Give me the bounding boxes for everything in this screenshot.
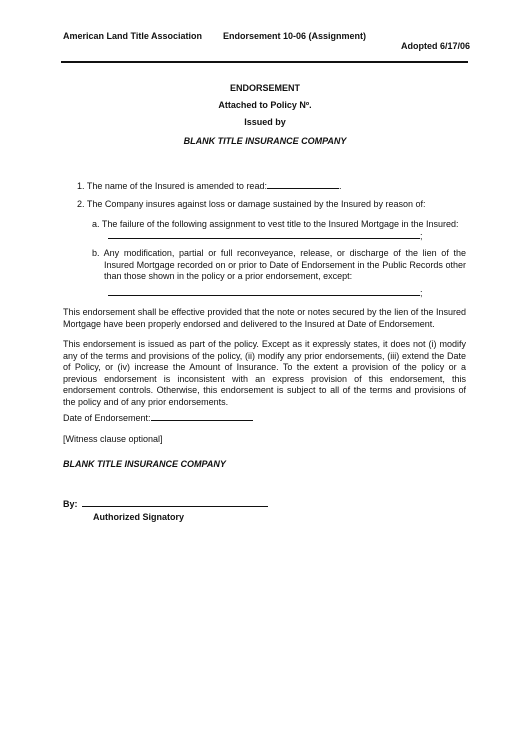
assignment-blank[interactable] <box>108 230 420 239</box>
policy-terms-paragraph: This endorsement is issued as part of the policy. Except as it expressly states, it does not (i) modify any of the terms and provisions of the policy, (ii) modify any prior endorsements, (iii) extend the Date of Policy, or (iv) increase the Amount of Insurance. To the extent a provision of the policy or a previous endorsement is inconsistent with an express provision of this endorsement, this endorsement controls. Otherwise, this endorsement is subject to all of the terms and provisions of the policy and of any prior endorsements. <box>63 339 466 407</box>
authorized-signatory: Authorized Signatory <box>93 512 185 522</box>
header-rule <box>61 61 468 63</box>
item-2b-text: b. Any modification, partial or full reconveyance, release, or discharge of the lien of the Insured Mortgage recorded on or prior to Date of Endorsement in the Public Records other than those shown in the policy or a prior endorsement, except: <box>92 248 466 281</box>
association-name: American Land Title Association <box>63 31 203 41</box>
item-1-end: . <box>338 181 342 191</box>
adopted-date: Adopted 6/17/06 <box>401 41 471 51</box>
company-name-title: BLANK TITLE INSURANCE COMPANY <box>183 136 347 146</box>
date-of-endorsement-label: Date of Endorsement: <box>63 413 151 423</box>
endorsement-heading: ENDORSEMENT <box>229 83 300 93</box>
issued-by: Issued by <box>244 117 286 127</box>
insured-name-blank[interactable] <box>267 180 339 189</box>
witness-clause: [Witness clause optional] <box>63 434 163 444</box>
company-name-footer: BLANK TITLE INSURANCE COMPANY <box>63 459 226 469</box>
signature-blank[interactable] <box>82 498 268 507</box>
signature-row <box>63 498 268 511</box>
item-2a: a. The failure of the following assignment to vest title to the Insured Mortgage in the Insured: <box>92 219 459 229</box>
item-2b-blank-row <box>108 287 423 300</box>
item-1-text: 1. The name of the Insured is amended to read: <box>77 181 267 191</box>
by-label: By: <box>63 499 78 509</box>
effective-paragraph: This endorsement shall be effective provided that the note or notes secured by the lien of the Insured Mortgage have been properly endorsed and delivered to the Insured at Date of Endorsement. <box>63 307 466 329</box>
date-of-endorsement-blank[interactable] <box>151 412 253 421</box>
item-2a-end: ; <box>420 231 423 241</box>
date-of-endorsement-row <box>63 412 253 425</box>
item-2b-end: ; <box>420 288 423 298</box>
attached-to-policy: Attached to Policy Nº. <box>218 100 312 110</box>
form-number: Endorsement 10-06 (Assignment) <box>223 31 367 41</box>
item-2a-blank-row <box>108 230 423 243</box>
item-2b <box>92 248 466 283</box>
item-2: 2. The Company insures against loss or damage sustained by the Insured by reason of: <box>77 199 426 209</box>
item-1 <box>77 180 341 193</box>
exceptions-blank[interactable] <box>108 287 420 296</box>
